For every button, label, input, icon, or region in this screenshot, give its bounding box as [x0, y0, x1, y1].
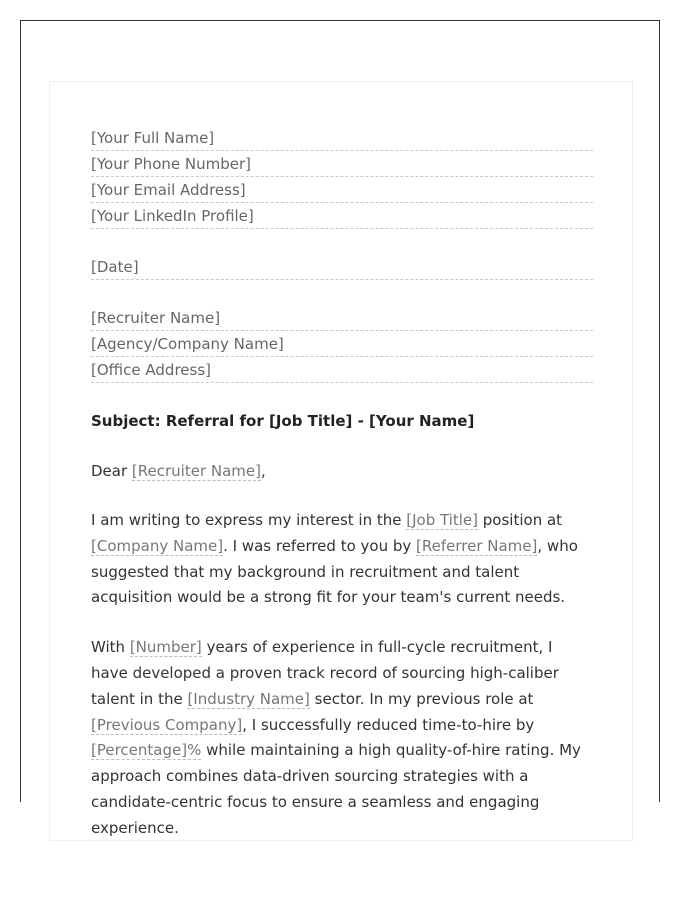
salutation-recruiter-name-field[interactable]: [Recruiter Name] — [131, 462, 261, 480]
p1-job-title-field[interactable]: [Job Title] — [406, 511, 479, 529]
spacer — [91, 280, 593, 305]
letter-subject: Subject: Referral for [Job Title] - [Your Name] — [91, 412, 475, 430]
p2-text-5: while maintaining a high quality-of-hire rating. My approach combines data-driven sourcing strategies with a candidate-centric focus to ensure a seamless and engaging experience. — [91, 741, 581, 837]
p2-previous-company-field[interactable]: [Previous Company] — [91, 715, 243, 734]
p2-number-field[interactable]: [Number] — [129, 638, 202, 657]
p2-text-4: , I successfully reduced time-to-hire by — [242, 715, 535, 734]
sender-linkedin-field[interactable]: [Your LinkedIn Profile] — [91, 203, 593, 229]
p1-text-3: . I was referred to you by — [223, 536, 417, 555]
recipient-company-field[interactable]: [Agency/Company Name] — [91, 331, 593, 357]
date-block — [91, 254, 593, 280]
p2-industry-field[interactable]: [Industry Name] — [187, 689, 310, 708]
recipient-name-field[interactable]: [Recruiter Name] — [91, 305, 593, 331]
salutation-suffix: , — [260, 462, 266, 480]
recipient-address-field[interactable]: [Office Address] — [91, 357, 593, 383]
p2-text-2: years of experience in full-cycle recruitment, I have developed a proven track record of sourcing high-caliber talent in the — [91, 638, 559, 708]
letter-page — [49, 81, 633, 841]
date-field[interactable]: [Date] — [91, 254, 593, 280]
p1-company-field[interactable]: [Company Name] — [91, 536, 224, 555]
salutation-prefix: Dear — [91, 462, 132, 480]
letter-content — [91, 125, 593, 842]
p2-text-3: sector. In my previous role at — [309, 689, 534, 708]
p1-text-2: position at — [478, 511, 563, 529]
body-paragraph-2 — [91, 635, 593, 841]
spacer — [91, 229, 593, 254]
p1-referrer-field[interactable]: [Referrer Name] — [416, 536, 538, 555]
sender-email-field[interactable]: [Your Email Address] — [91, 177, 593, 203]
sender-block — [91, 125, 593, 229]
sender-phone-field[interactable]: [Your Phone Number] — [91, 151, 593, 177]
p2-percentage-field[interactable]: [Percentage]% — [91, 741, 202, 760]
body-paragraph-1 — [91, 508, 593, 611]
recipient-block — [91, 305, 593, 383]
p2-text-1: With — [91, 638, 130, 657]
document-frame — [20, 20, 660, 837]
p1-text-4: , who suggested that my background in recruitment and talent acquisition would be a strong fit for your team's current needs. — [91, 536, 578, 607]
p1-text-1: I am writing to express my interest in the — [91, 511, 407, 529]
letter-salutation — [91, 458, 593, 484]
sender-full-name-field[interactable]: [Your Full Name] — [91, 125, 593, 151]
